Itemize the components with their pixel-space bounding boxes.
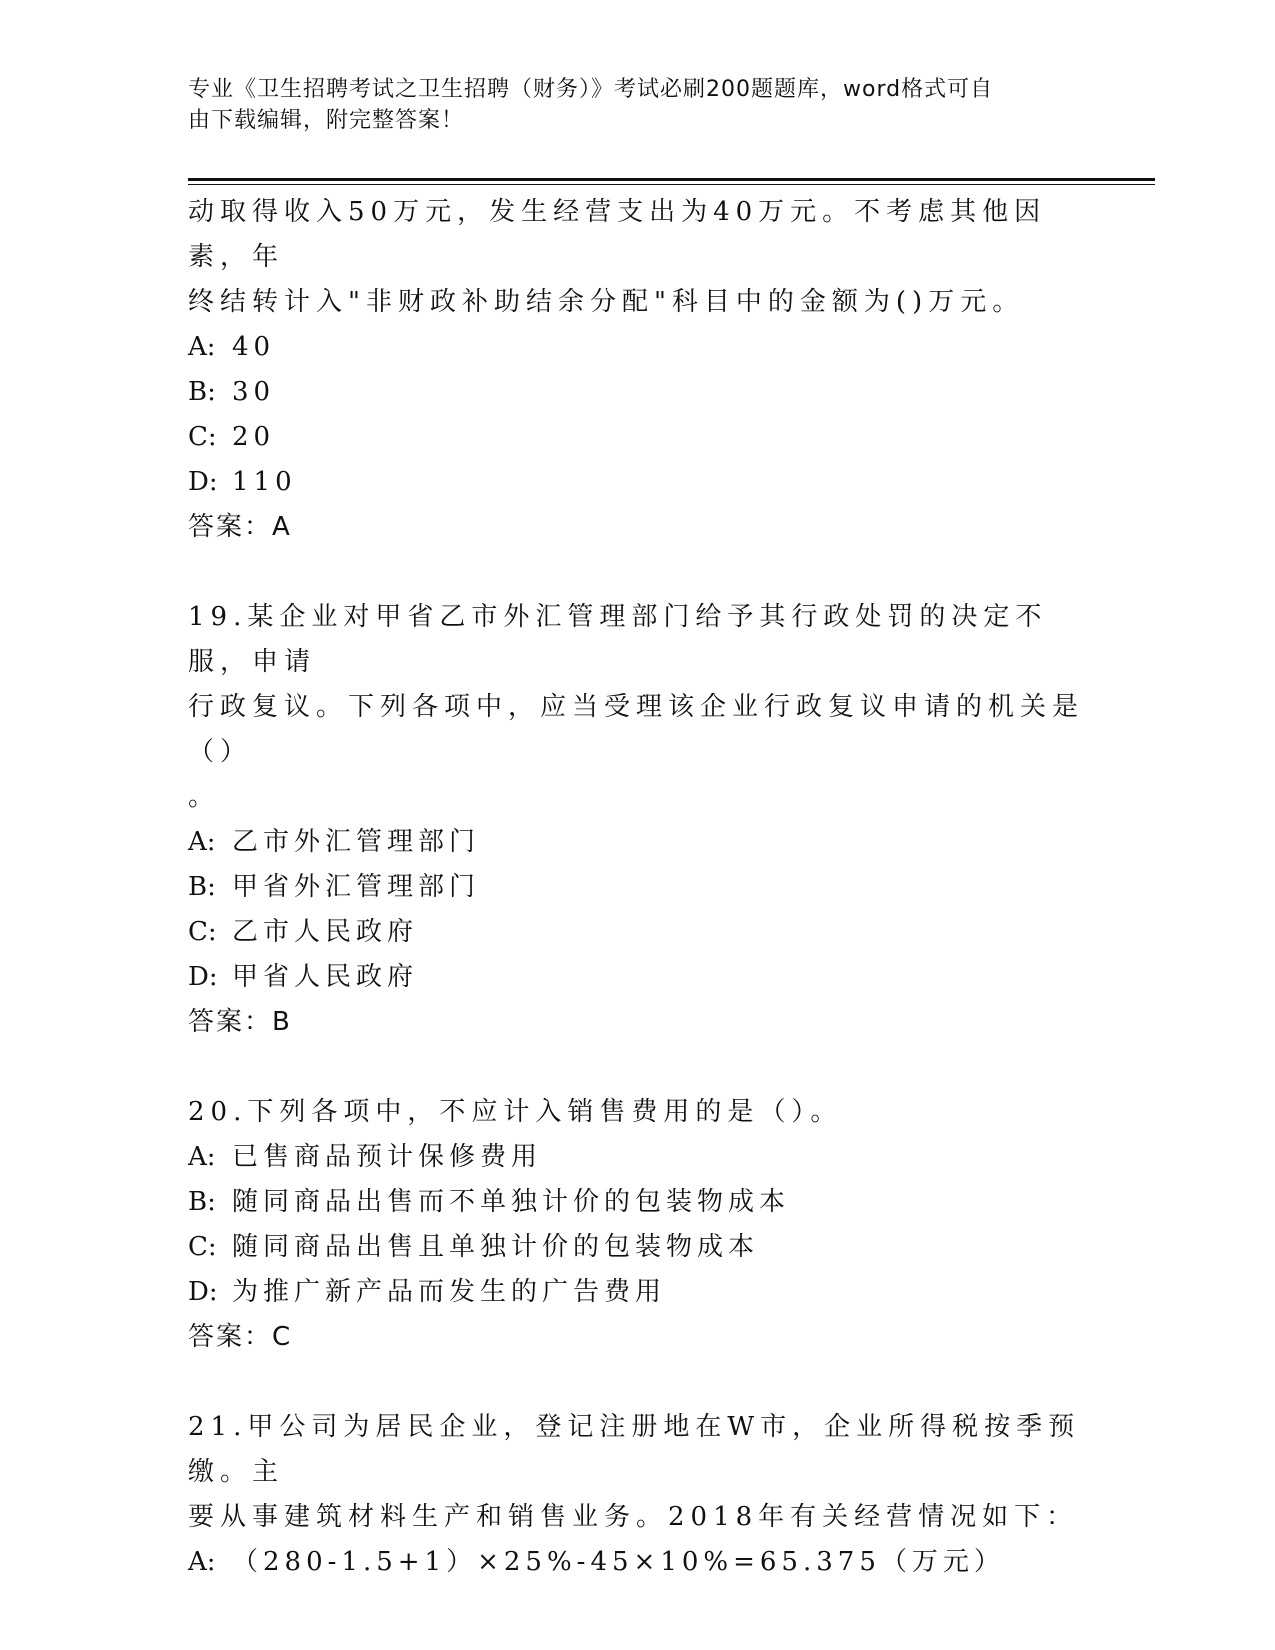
- option-d: [188, 1270, 1088, 1315]
- option-letter: C:: [188, 917, 217, 947]
- answer-line: 答案：B: [188, 1007, 292, 1037]
- option-letter: B:: [188, 1187, 216, 1217]
- question-text-line: 。: [188, 782, 221, 812]
- option-a: [188, 1540, 1088, 1585]
- option-text: 随同商品出售且单独计价的包装物成本: [232, 1232, 760, 1262]
- header-line-2: 由下载编辑，附完整答案！: [188, 108, 465, 133]
- option-a: [188, 1135, 1088, 1180]
- question-text-line: 终结转计入"非财政补助结余分配"科目中的金额为()万元。: [188, 287, 1025, 317]
- question-text-line: 要从事建筑材料生产和销售业务。2018年有关经营情况如下：: [188, 1502, 1079, 1532]
- question-text-line: 20.下列各项中，不应计入销售费用的是（）。: [188, 1097, 843, 1127]
- option-c: [188, 1225, 1088, 1270]
- option-text: 甲省人民政府: [232, 962, 419, 992]
- option-letter: A:: [188, 1142, 216, 1172]
- option-letter: B:: [188, 377, 216, 407]
- option-letter: C:: [188, 1232, 217, 1262]
- answer-line: 答案：A: [188, 512, 292, 542]
- option-text: 为推广新产品而发生的广告费用: [232, 1277, 667, 1307]
- question-text-line: 19.某企业对甲省乙市外汇管理部门给予其行政处罚的决定不服，申请: [188, 602, 1048, 677]
- option-text: 已售商品预计保修费用: [232, 1142, 543, 1172]
- option-letter: A:: [188, 332, 216, 362]
- header-line-1: 专业《卫生招聘考试之卫生招聘（财务）》考试必刷200题题库，word格式可自: [188, 77, 994, 102]
- answer-line: 答案：C: [188, 1322, 293, 1352]
- document-header: [188, 74, 1068, 136]
- option-letter: A:: [188, 827, 216, 857]
- question-text-line: 动取得收入50万元，发生经营支出为40万元。不考虑其他因素，年: [188, 197, 1047, 272]
- option-text: 乙市人民政府: [232, 917, 419, 947]
- option-letter: D:: [188, 467, 218, 497]
- question-list: [188, 190, 1088, 1585]
- option-d: [188, 460, 1088, 505]
- option-text: 110: [232, 467, 297, 497]
- question-text-line: 行政复议。下列各项中，应当受理该企业行政复议申请的机关是（）: [188, 692, 1085, 767]
- header-divider-thin: [188, 184, 1155, 185]
- option-text: 甲省外汇管理部门: [232, 872, 481, 902]
- option-a: [188, 325, 1088, 370]
- option-text: 乙市外汇管理部门: [232, 827, 481, 857]
- option-text: 随同商品出售而不单独计价的包装物成本: [232, 1187, 791, 1217]
- option-c: [188, 910, 1088, 955]
- question-19: [188, 595, 1088, 1045]
- question-18-continued: [188, 190, 1088, 550]
- option-text: 40: [232, 332, 276, 362]
- option-b: [188, 865, 1088, 910]
- option-d: [188, 955, 1088, 1000]
- option-b: [188, 370, 1088, 415]
- option-text: 20: [232, 422, 276, 452]
- option-a: [188, 820, 1088, 865]
- question-20: [188, 1090, 1088, 1360]
- question-21: [188, 1405, 1088, 1585]
- option-text: 30: [232, 377, 276, 407]
- option-c: [188, 415, 1088, 460]
- option-b: [188, 1180, 1088, 1225]
- option-letter: D:: [188, 962, 218, 992]
- option-letter: D:: [188, 1277, 218, 1307]
- option-text: （280-1.5+1）×25%-45×10%=65.375（万元）: [232, 1547, 1005, 1577]
- header-divider-thick: [188, 178, 1155, 181]
- option-letter: B:: [188, 872, 216, 902]
- option-letter: A:: [188, 1547, 216, 1577]
- option-letter: C:: [188, 422, 217, 452]
- question-text-line: 21.甲公司为居民企业，登记注册地在W市，企业所得税按季预缴。主: [188, 1412, 1081, 1487]
